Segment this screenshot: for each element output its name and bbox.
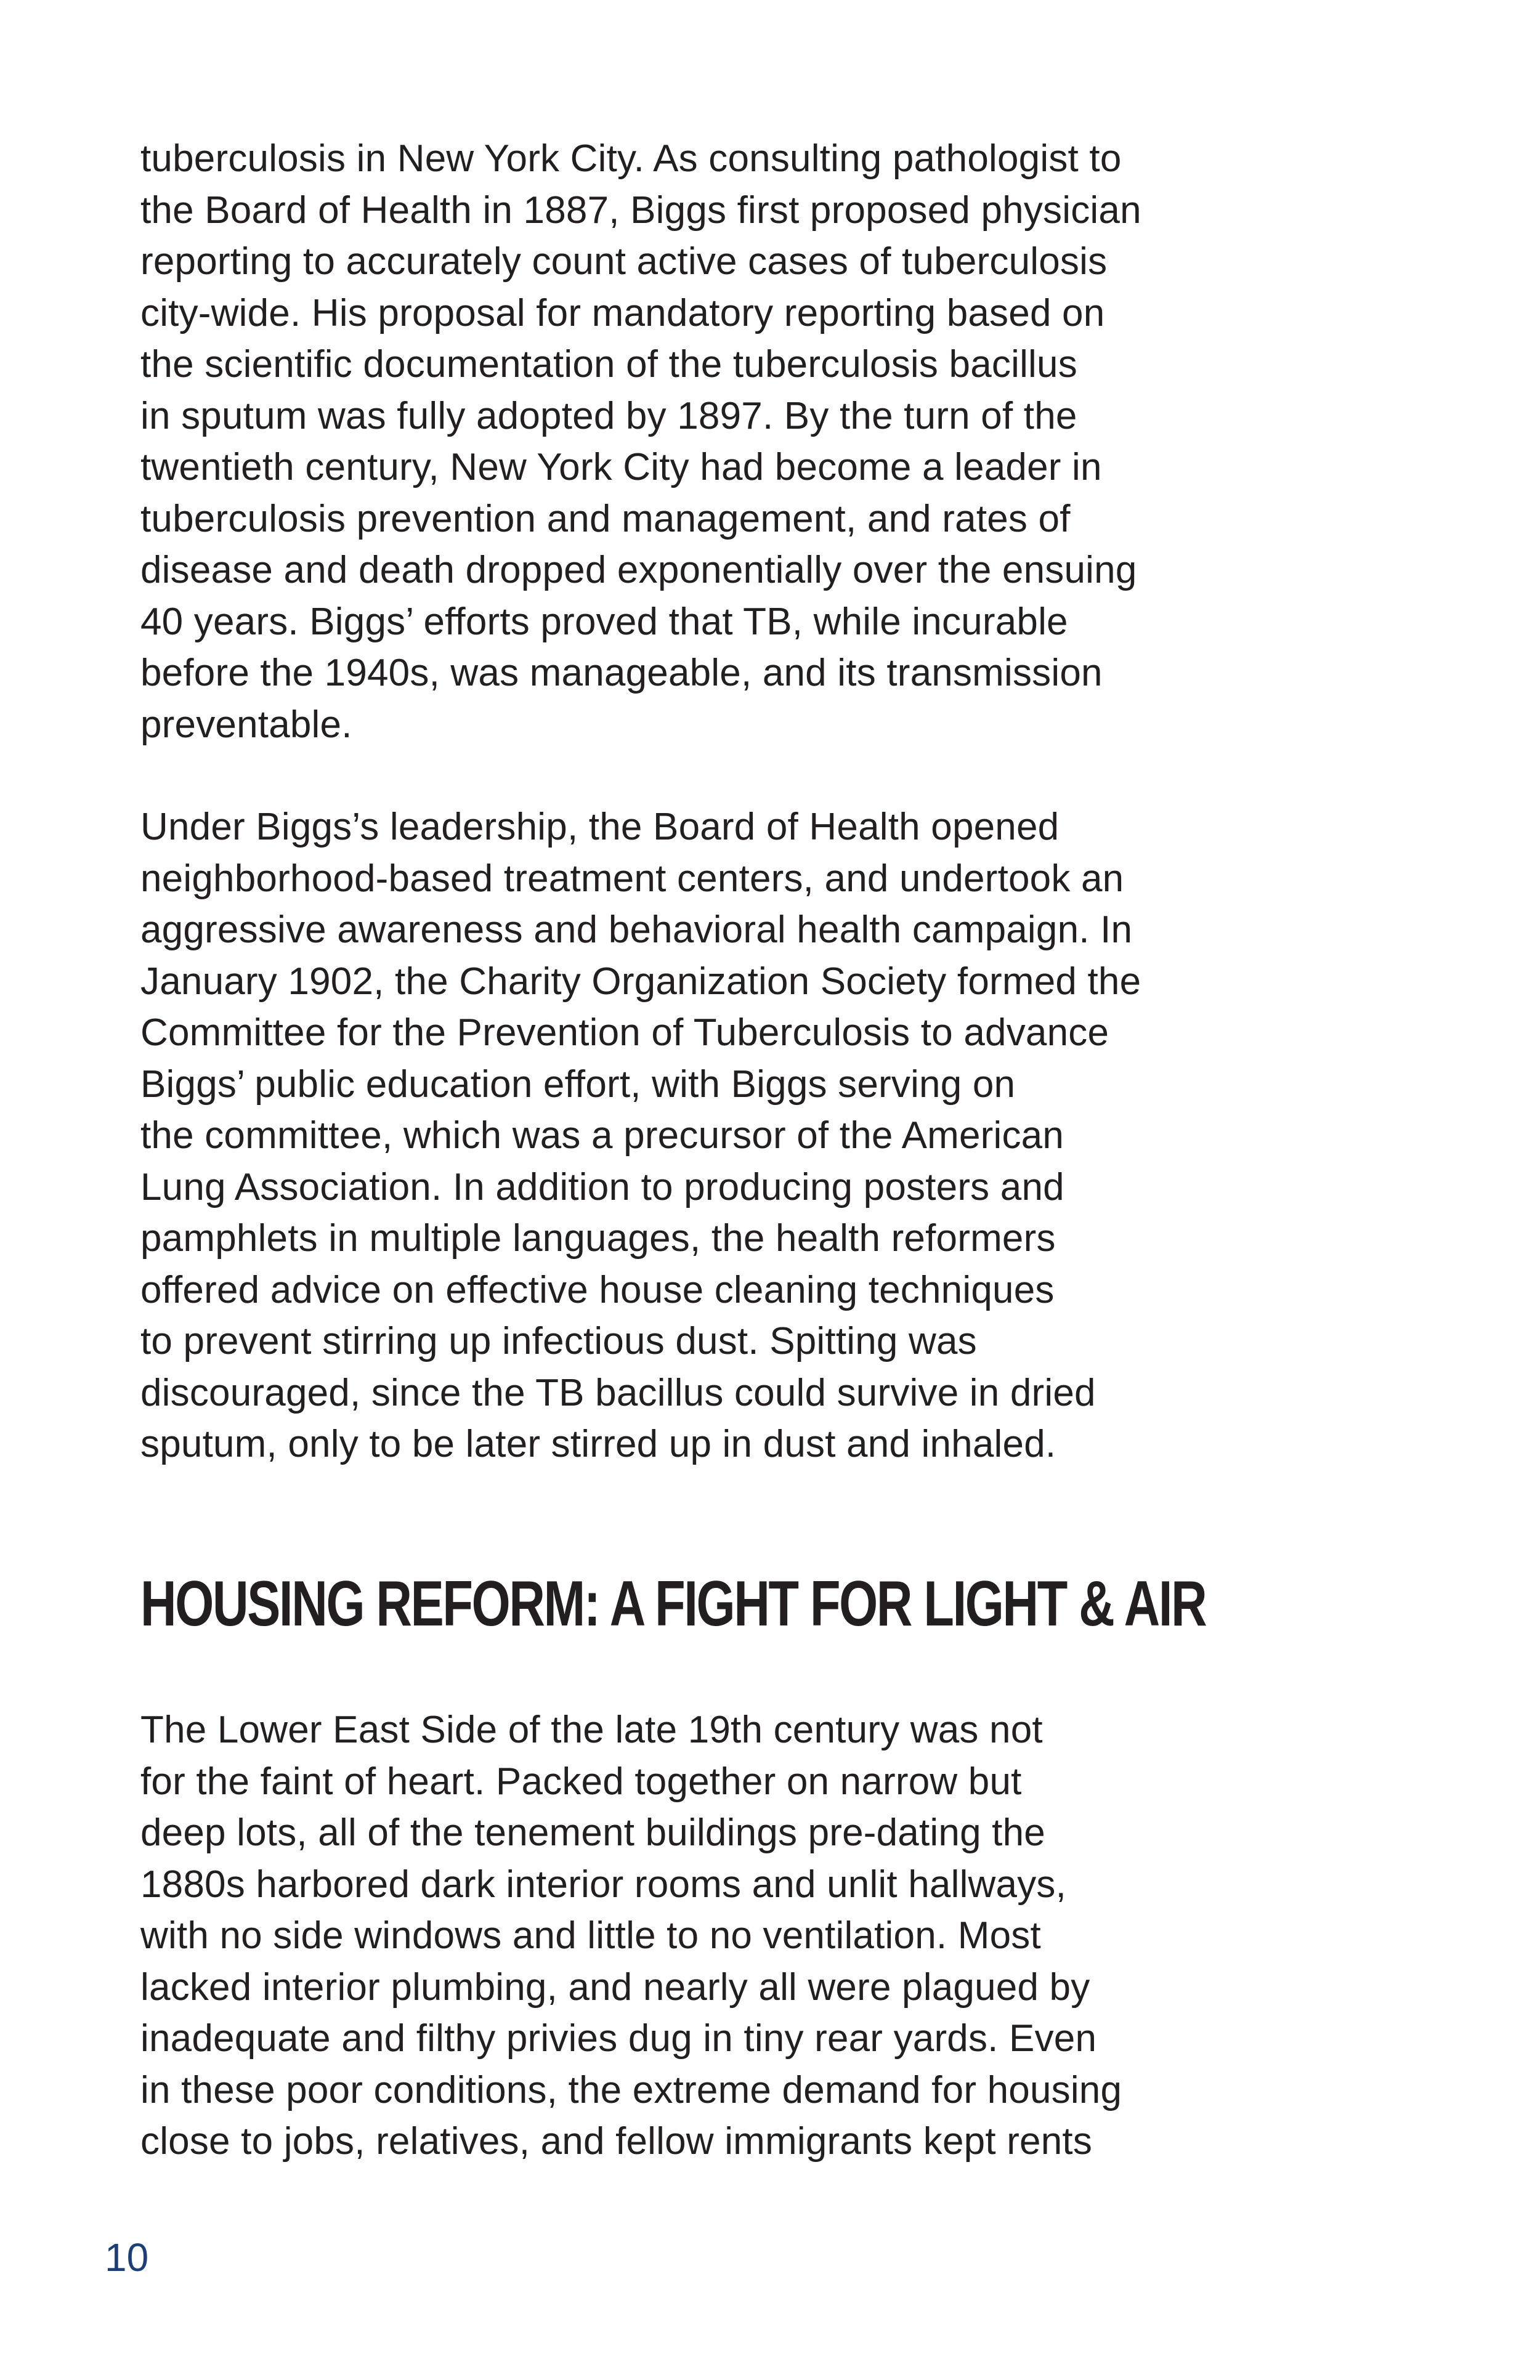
text-line: 1880s harbored dark interior rooms and unlit hallways, bbox=[140, 1863, 1067, 1906]
text-line: Committee for the Prevention of Tuberculosis to advance bbox=[140, 1011, 1109, 1054]
text-line: pamphlets in multiple languages, the health reformers bbox=[140, 1217, 1056, 1260]
text-line: with no side windows and little to no ventilation. Most bbox=[140, 1914, 1041, 1957]
text-line: city-wide. His proposal for mandatory reporting based on bbox=[140, 291, 1105, 334]
paragraph-board-of-health-campaign bbox=[140, 801, 1141, 1470]
text-line: to prevent stirring up infectious dust. Spitting was bbox=[140, 1320, 977, 1362]
text-line: The Lower East Side of the late 19th century was not bbox=[140, 1709, 1043, 1751]
text-line: offered advice on effective house cleaning techniques bbox=[140, 1268, 1055, 1311]
text-line: reporting to accurately count active cases of tuberculosis bbox=[140, 240, 1108, 283]
text-line: tuberculosis prevention and management, and rates of bbox=[140, 497, 1071, 540]
paragraph-biggs-tuberculosis bbox=[140, 133, 1141, 750]
text-line: preventable. bbox=[140, 703, 352, 746]
text-line: sputum, only to be later stirred up in dust and inhaled. bbox=[140, 1423, 1056, 1465]
text-line: in these poor conditions, the extreme demand for housing bbox=[140, 2068, 1122, 2111]
text-line: for the faint of heart. Packed together on narrow but bbox=[140, 1760, 1022, 1803]
text-line: discouraged, since the TB bacillus could survive in dried bbox=[140, 1371, 1096, 1414]
text-line: tuberculosis in New York City. As consulting pathologist to bbox=[140, 137, 1122, 180]
paragraph-lower-east-side bbox=[140, 1704, 1122, 2168]
text-line: Under Biggs’s leadership, the Board of Health opened bbox=[140, 806, 1060, 848]
text-line: the scientific documentation of the tuberculosis bacillus bbox=[140, 343, 1077, 386]
text-line: Biggs’ public education effort, with Biggs serving on bbox=[140, 1062, 1016, 1106]
text-line: neighborhood-based treatment centers, and undertook an bbox=[140, 857, 1124, 900]
text-line: twentieth century, New York City had become a leader in bbox=[140, 446, 1102, 488]
page-number: 10 bbox=[105, 2235, 149, 2280]
text-line: before the 1940s, was manageable, and its transmission bbox=[140, 652, 1103, 694]
text-line: 40 years. Biggs’ efforts proved that TB, while incurable bbox=[140, 600, 1068, 643]
text-line: the committee, which was a precursor of the American bbox=[140, 1114, 1064, 1157]
text-line: inadequate and filthy privies dug in tiny rear yards. Even bbox=[140, 2017, 1097, 2060]
text-line: in sputum was fully adopted by 1897. By the turn of the bbox=[140, 394, 1077, 437]
section-heading: HOUSING REFORM: A FIGHT FOR LIGHT & AIR bbox=[140, 1568, 1206, 1640]
text-line: disease and death dropped exponentially over the ensuing bbox=[140, 549, 1137, 591]
text-line: lacked interior plumbing, and nearly all were plagued by bbox=[140, 1965, 1090, 2009]
text-line: January 1902, the Charity Organization Society formed the bbox=[140, 960, 1141, 1003]
text-line: close to jobs, relatives, and fellow immigrants kept rents bbox=[140, 2120, 1093, 2163]
text-line: aggressive awareness and behavioral health campaign. In bbox=[140, 909, 1133, 951]
text-line: deep lots, all of the tenement buildings pre-dating the bbox=[140, 1811, 1045, 1854]
text-line: the Board of Health in 1887, Biggs first proposed physician bbox=[140, 188, 1141, 232]
text-line: Lung Association. In addition to producing posters and bbox=[140, 1165, 1064, 1208]
